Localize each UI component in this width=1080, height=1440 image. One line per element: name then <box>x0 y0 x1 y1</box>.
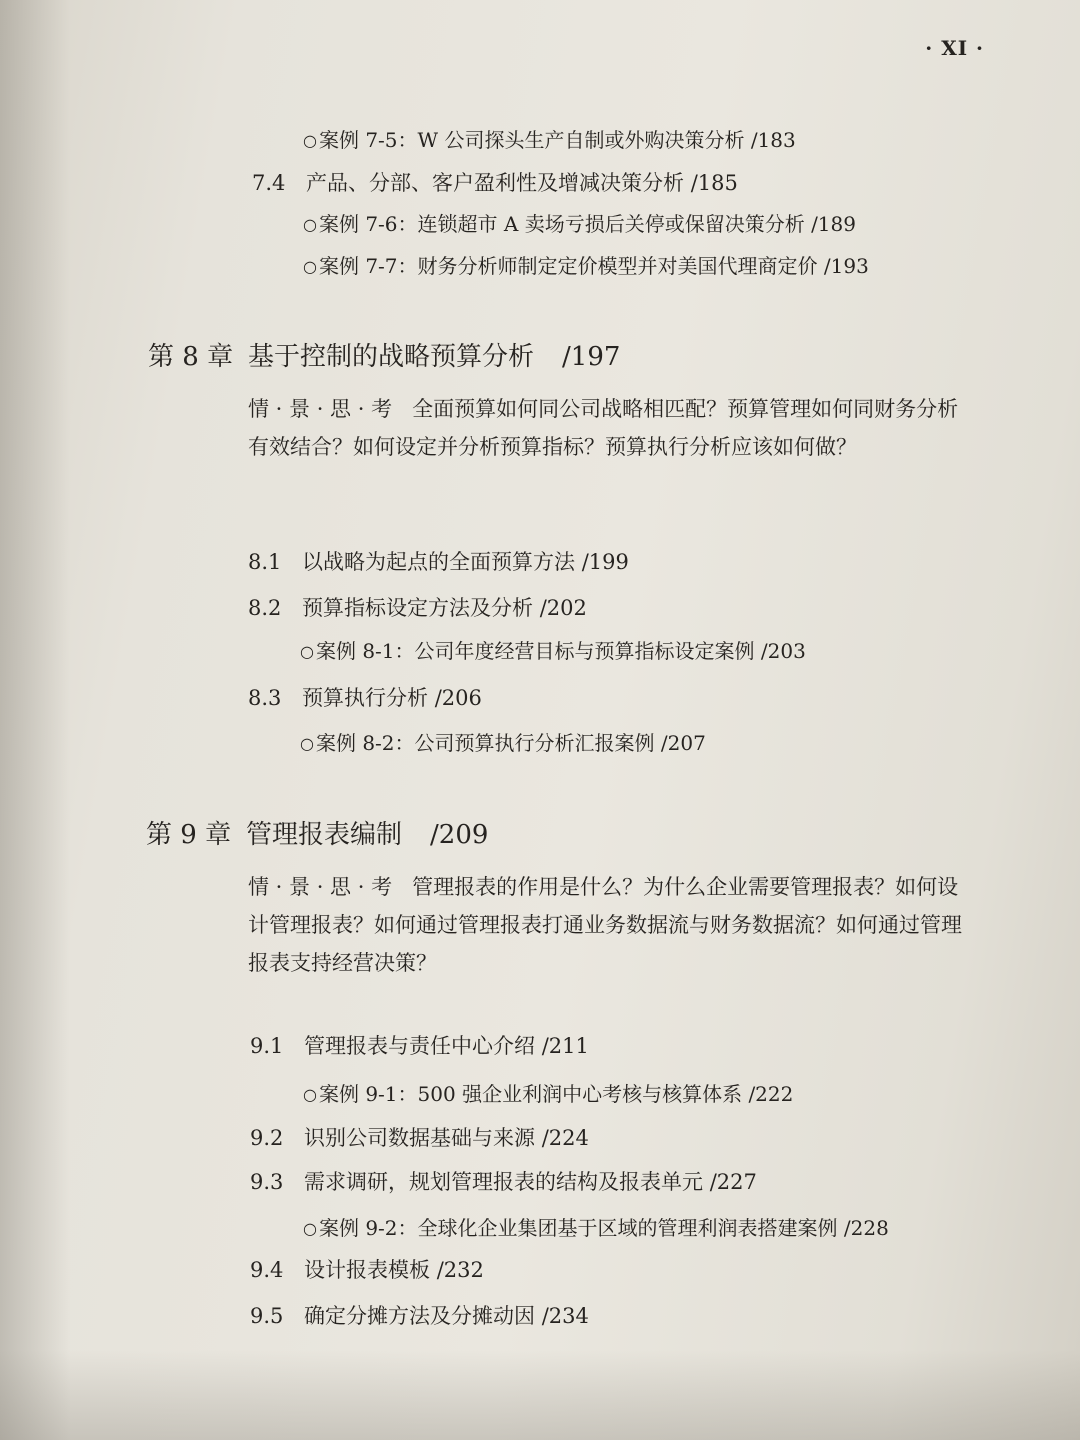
toc-section-entry: 9.4 设计报表模板 /232 <box>250 1258 484 1282</box>
toc-section-entry: 9.3 需求调研，规划管理报表的结构及报表单元 /227 <box>250 1170 757 1194</box>
circle-bullet-icon: ○ <box>303 1219 317 1238</box>
toc-case-entry: ○ 案例 8-2：公司预算执行分析汇报案例 /207 <box>300 731 706 755</box>
circle-bullet-icon: ○ <box>303 257 317 276</box>
chapter-9-scenario: 情 · 景 · 思 · 考 管理报表的作用是什么？为什么企业需要管理报表？如何设计管理报表？如何通过管理报表打通业务数据流与财务数据流？如何通过管理报表支持经营决策？ <box>248 875 962 975</box>
circle-bullet-icon: ○ <box>303 1085 317 1104</box>
chapter-8-scenario: 情 · 景 · 思 · 考 全面预算如何同公司战略相匹配？预算管理如何同财务分析有效结合？如何设定并分析预算指标？预算执行分析应该如何做？ <box>248 397 959 459</box>
page-number: · XI · <box>925 36 984 60</box>
circle-bullet-icon: ○ <box>303 215 317 234</box>
circle-bullet-icon: ○ <box>300 734 314 753</box>
toc-section-entry: 9.2 识别公司数据基础与来源 /224 <box>250 1126 589 1150</box>
toc-case-entry: ○ 案例 7-5：W 公司探头生产自制或外购决策分析 /183 <box>303 128 796 152</box>
toc-case-entry: ○ 案例 8-1：公司年度经营目标与预算指标设定案例 /203 <box>300 639 806 663</box>
toc-section-entry: 8.2 预算指标设定方法及分析 /202 <box>248 596 587 620</box>
toc-case-entry: ○ 案例 7-7：财务分析师制定定价模型并对美国代理商定价 /193 <box>303 254 869 278</box>
page-bottom-shadow <box>0 1350 1080 1440</box>
circle-bullet-icon: ○ <box>300 642 314 661</box>
toc-section-entry: 9.5 确定分摊方法及分摊动因 /234 <box>250 1304 589 1328</box>
toc-case-entry: ○ 案例 7-6：连锁超市 A 卖场亏损后关停或保留决策分析 /189 <box>303 212 856 236</box>
page-gutter-shadow <box>0 0 70 1440</box>
toc-section-entry: 8.3 预算执行分析 /206 <box>248 686 482 710</box>
chapter-8-heading: 第 8 章 基于控制的战略预算分析 /197 <box>148 342 621 372</box>
toc-section-entry: 8.1 以战略为起点的全面预算方法 /199 <box>248 550 629 574</box>
circle-bullet-icon: ○ <box>303 131 317 150</box>
toc-section-entry: 9.1 管理报表与责任中心介绍 /211 <box>250 1034 589 1058</box>
toc-case-entry: ○ 案例 9-2：全球化企业集团基于区域的管理利润表搭建案例 /228 <box>303 1216 889 1240</box>
toc-section-entry: 7.4 产品、分部、客户盈利性及增减决策分析 /185 <box>252 171 738 195</box>
chapter-9-heading: 第 9 章 管理报表编制 /209 <box>146 820 489 850</box>
toc-case-entry: ○ 案例 9-1：500 强企业利润中心考核与核算体系 /222 <box>303 1082 794 1106</box>
